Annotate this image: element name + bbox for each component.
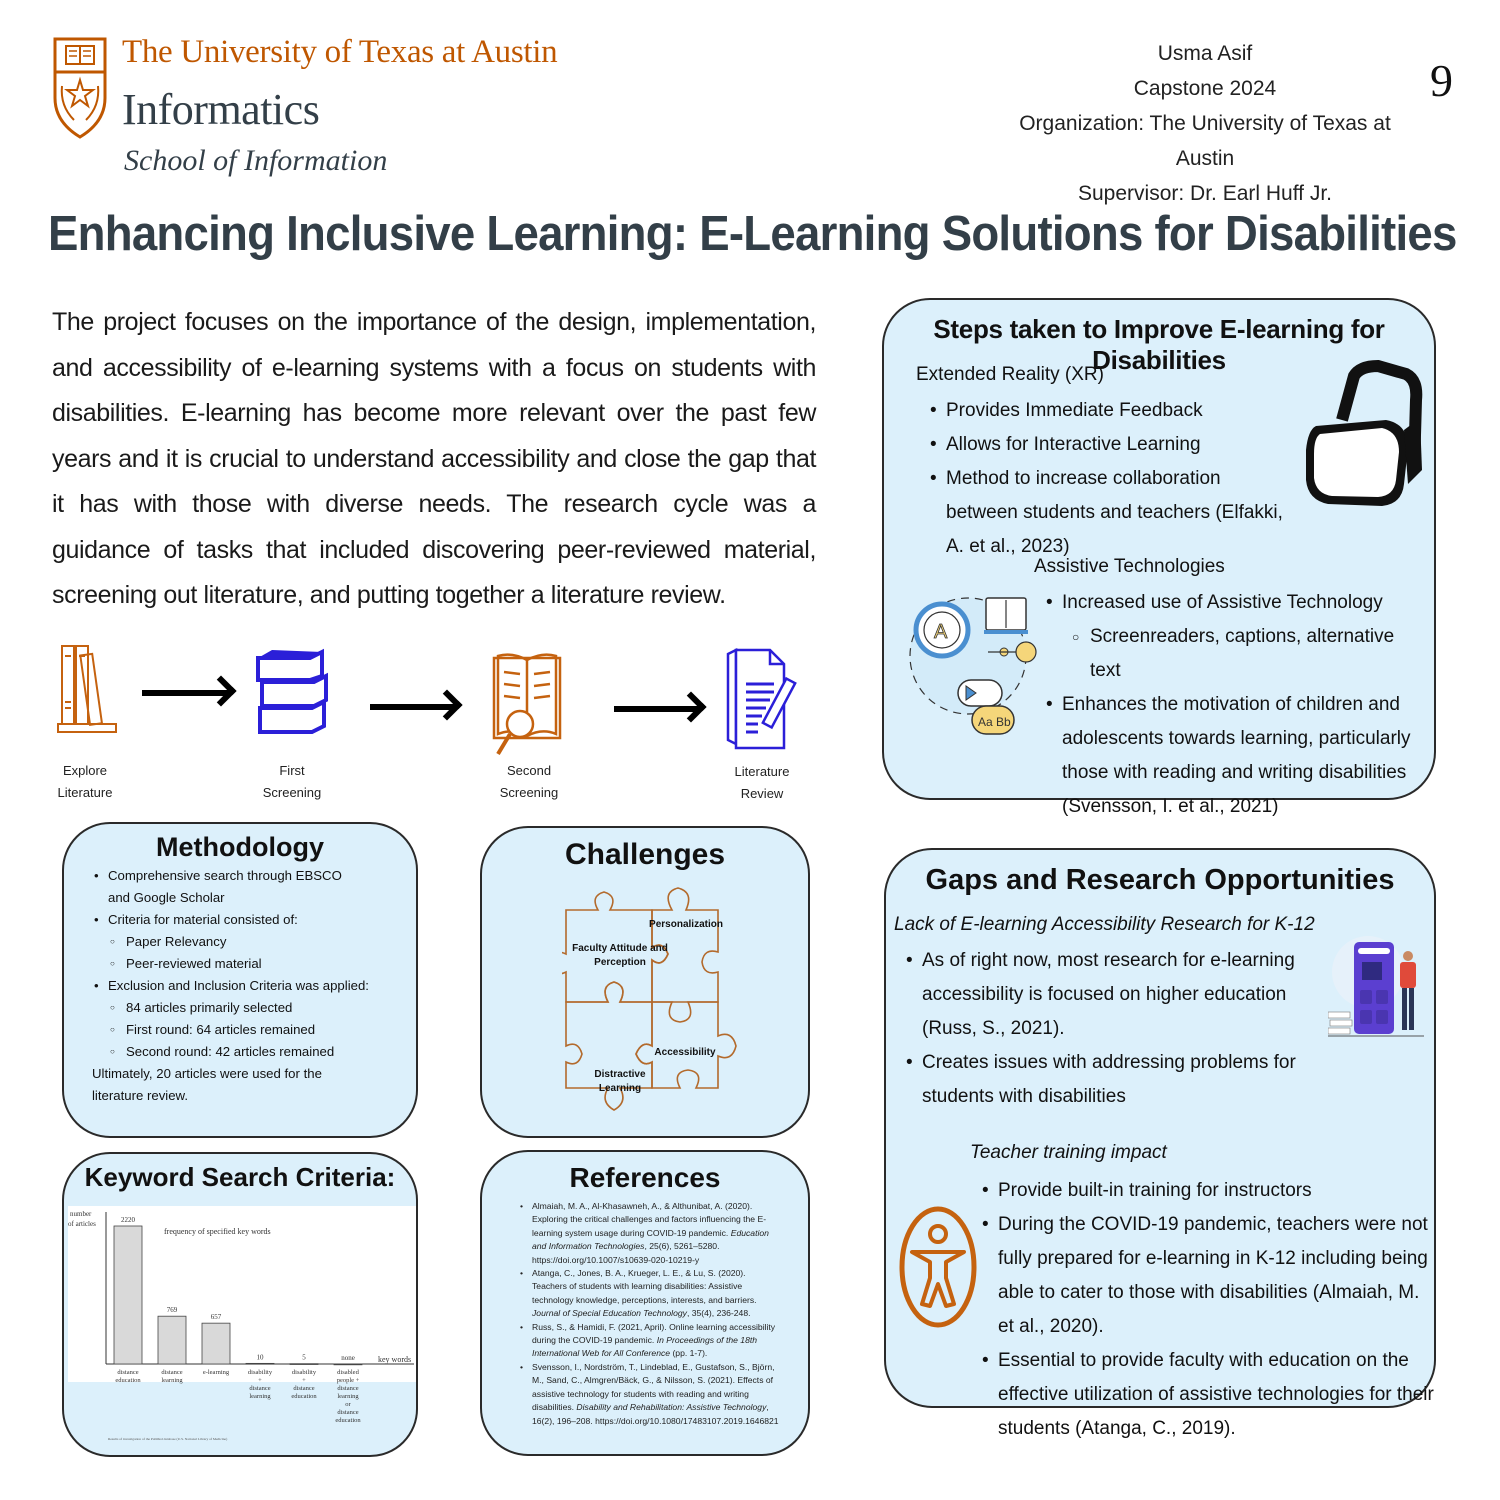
puzzle-pieces-icon [562,874,742,1134]
chart-bar [290,1364,318,1365]
university-name: The University of Texas at Austin [122,34,558,70]
list-item: • Increased use of Assistive Technology [1046,592,1383,613]
assistive-tech-icon [908,556,1038,756]
svg-text:of articles: of articles [68,1220,96,1228]
chart-bar [158,1316,186,1364]
svg-text:learning: learning [161,1377,183,1384]
svg-text:+: + [302,1377,306,1384]
organization: Organization: The University of Texas at Austin [1019,112,1391,170]
svg-text:A: A [934,621,948,643]
step-label-first-screening: First Screening [262,763,322,800]
chart-bar [334,1364,362,1365]
keyword-bar-chart [68,1206,416,1441]
assistive-heading: Assistive Technologies [1034,556,1225,577]
steps-box [882,298,1436,817]
list-item: ○ Paper Relevancy [126,931,416,953]
gaps-title: Gaps and Research Opportunities [925,864,1395,896]
step-label-explore: Explore Literature [57,763,113,800]
svg-text:657: 657 [210,1313,222,1322]
list-item: • As of right now, most research for e-learning accessibility is focused on higher education (Russ, S., 2021). [906,950,1295,1039]
department-name: Informatics [122,85,320,134]
step-label-second-screening: Second Screening [499,763,559,800]
keyword-search-box [62,1152,418,1457]
svg-text:frequency of specified key wor: frequency of specified key words [164,1227,271,1236]
supervisor: Supervisor: Dr. Earl Huff Jr. [1077,182,1333,205]
svg-text:distance: distance [117,1369,139,1376]
svg-text:learning: learning [249,1393,271,1400]
puzzle-label-faculty: Faculty Attitude and Perception [572,943,668,968]
list-item: • Provides Immediate Feedback [930,400,1203,421]
puzzle-label-distractive: Distractive Learning [594,1069,646,1094]
book-stack-icon [254,646,324,742]
poster-number: 9 [1430,55,1453,106]
challenges-box [480,826,810,1138]
svg-text:disability: disability [291,1369,317,1376]
svg-text:education: education [115,1377,141,1384]
methodology-list [64,865,416,1063]
list-item: ○ 84 articles primarily selected [126,997,416,1019]
accessibility-person-icon [898,1202,978,1332]
gaps-box [884,848,1436,1439]
svg-text:Aa Bb: Aa Bb [978,715,1011,729]
reference-item: • Almaiah, M. A., Al-Khasawneh, A., & Althunibat, A. (2020). Exploring the critical challenges and factors influencing the E-learning system usage during COVID-19 pandemic. Education and Information Technologies, 25(6), 5261–5280. https://doi.org/10.1007/s10639-020-10219-y [532,1200,780,1267]
reference-item: • Russ, S., & Hamidi, F. (2021, April). Online learning accessibility during the COVID-19 pandemic. In Proceedings of the 18th International Web for All Conference (pp. 1-7). [532,1321,780,1361]
svg-text:learning: learning [337,1393,359,1400]
list-item: ○ First round: 64 articles remained [126,1019,416,1041]
svg-text:distance: distance [337,1385,359,1392]
svg-text:769: 769 [166,1306,178,1315]
svg-text:distance: distance [161,1369,183,1376]
svg-text:none: none [341,1354,355,1362]
teacher-bullets [982,1174,1438,1446]
list-item: • During the COVID-19 pandemic, teachers were not fully prepared for e-learning in K-12 including being able to cater to those with disabilities (Almaiah, M. et al., 2020). [982,1214,1428,1337]
challenges-title: Challenges [564,838,726,871]
svg-text:key words: key words [378,1355,412,1364]
svg-text:or: or [345,1401,351,1408]
chart-bar [114,1226,142,1364]
svg-text:e-learning: e-learning [202,1369,230,1376]
list-item: • Method to increase collaboration between students and teachers (Elfakki, A. et al., 2023) [930,468,1283,557]
bookshelf-icon [54,642,124,738]
list-item: • Provide built-in training for instructors [982,1180,1312,1201]
puzzle-label-accessibility: Accessibility [654,1047,716,1058]
reference-item: • Svensson, I., Nordström, T., Lindeblad, E., Gustafson, S., Björn, M., Sand, C., Almgren/Bäck, G., & Nilsson, S. (2021). Effects of assistive technology for students with reading and writing disabilities. Disability and Rehabilitation: Assistive Technology, 16(2), 196–208. https://doi.org/10.1080/17483107.2019.1646821 [532,1361,780,1428]
assistive-bullets [1046,586,1422,824]
vr-headset-icon [1298,360,1426,510]
steps-title: Steps taken to Improve E-learning for Disabilities [933,314,1385,375]
k12-heading: Lack of E-learning Accessibility Research for K-12 [894,914,1315,935]
xr-bullets [930,394,1296,564]
references-box [480,1150,810,1456]
author-info [990,36,1420,211]
phone-learning-illustration-icon [1328,932,1424,1040]
book-magnifier-icon [490,650,564,760]
svg-text:distance: distance [337,1409,359,1416]
arrow-right-icon [370,704,454,710]
svg-text:distance: distance [249,1385,271,1392]
svg-text:education: education [291,1393,317,1400]
list-item: • Comprehensive search through EBSCO and Google Scholar [108,865,416,909]
school-name: School of Information [124,144,388,177]
author-name: Usma Asif [1157,42,1253,65]
svg-text:number: number [70,1210,92,1218]
teacher-heading: Teacher training impact [970,1142,1167,1163]
list-item: ○ Second round: 42 articles remained [126,1041,416,1063]
k12-bullets [906,944,1342,1114]
svg-text:people +: people + [336,1377,360,1384]
list-item: • Exclusion and Inclusion Criteria was applied: ○ 84 articles primarily selected ○ First round: 64 articles remained ○ Second round: 42 articles remained [108,975,416,1063]
svg-text:disabled: disabled [337,1369,359,1376]
arrow-right-icon [614,706,698,712]
list-item: • Criteria for material consisted of: ○ Paper Relevancy ○ Peer-reviewed material [108,909,416,975]
svg-text:10: 10 [256,1353,264,1362]
keyword-search-title: Keyword Search Criteria: [84,1162,396,1192]
poster-title: Enhancing Inclusive Learning: E-Learning Solutions for Disabilities [48,207,1457,261]
ut-shield-logo-icon [52,36,108,140]
list-item: • Enhances the motivation of children and adolescents towards learning, particularly those with reading and writing disabilities (Svensson, I. et al., 2021) [1046,694,1411,817]
xr-heading: Extended Reality (XR) [916,364,1104,385]
list-item: • Allows for Interactive Learning [930,434,1201,455]
svg-text:disability: disability [247,1369,273,1376]
step-label-literature-review: Literature Review [734,764,790,801]
references-list [482,1194,808,1428]
chart-bar [246,1363,274,1364]
references-title: References [569,1162,721,1193]
svg-text:education: education [335,1417,361,1424]
reference-item: • Atanga, C., Jones, B. A., Krueger, L. E., & Lu, S. (2020). Teachers of students with learning disabilities: Assistive technology knowledge, perceptions, interests, and barriers. Journal of Special Education Technology, 35(4), 236-248. [532,1267,780,1321]
svg-text:+: + [258,1377,262,1384]
chart-bar [202,1323,230,1364]
document-pen-icon [724,648,800,752]
svg-text:2220: 2220 [121,1216,135,1224]
intro-paragraph: The project focuses on the importance of the design, implementation, and accessibility of e-learning systems with a focus on students with disabilities. E-learning has become more relevant over the past few years and it is crucial to understand accessibility and close the gap that it has with those with diverse needs. The research cycle was a guidance of tasks that included discovering peer-reviewed material, screening out literature, and putting together a literature review. [52,308,816,609]
list-item: • Creates issues with addressing problems for students with disabilities [906,1052,1296,1107]
svg-text:5: 5 [302,1353,306,1362]
methodology-box [62,822,418,1138]
methodology-title: Methodology [156,832,324,862]
puzzle-label-personalization: Personalization [649,919,723,930]
arrow-right-icon [142,690,228,696]
list-item: ○ Screenreaders, captions, alternative text [1072,626,1395,681]
list-item: • Essential to provide faculty with education on the effective utilization of assistive technologies for their students (Atanga, C., 2019). [982,1350,1434,1439]
methodology-conclusion: Ultimately, 20 articles were used for the literature review. [92,1066,322,1103]
svg-text:distance: distance [293,1385,315,1392]
list-item: ○ Peer-reviewed material [126,953,416,975]
svg-text:Results of investigation of th: Results of investigation of the PubMed database (U.S. National Library of Medicine) [108,1437,228,1441]
program-name: Capstone 2024 [1133,77,1277,100]
